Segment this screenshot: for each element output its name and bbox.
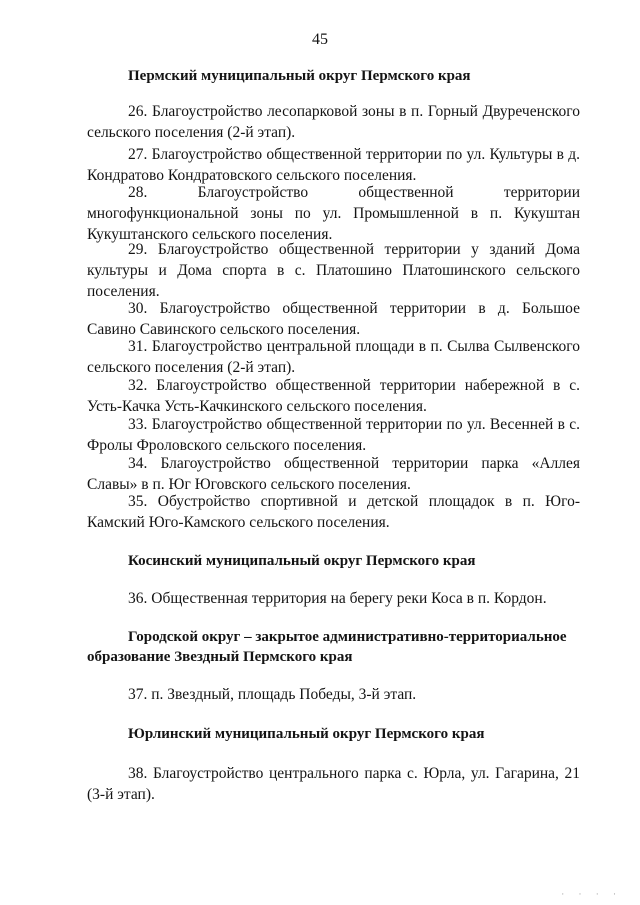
list-item: 35. Обустройство спортивной и детской площадок в п. Юго-Камский Юго-Камского сельского поселения. [87, 493, 580, 531]
list-item: 26. Благоустройство лесопарковой зоны в п. Горный Двуреченского сельского поселения (2-й этап). [87, 103, 580, 141]
page-number: 45 [312, 31, 328, 48]
list-item: 36. Общественная территория на берегу реки Коса в п. Кордон. [128, 590, 547, 607]
list-item: 33. Благоустройство общественной территории по ул. Весенней в с. Фролы Фроловского сельского поселения. [87, 416, 580, 454]
list-item: 28. Благоустройство общественной территории многофункциональной зоны по ул. Промышленной в п. Кукуштан Кукуштанского сельского поселения. [87, 184, 580, 243]
list-item: 30. Благоустройство общественной территории в д. Большое Савино Савинского сельского поселения. [87, 300, 580, 338]
list-item: 32. Благоустройство общественной территории набережной в с. Усть-Качка Усть-Качкинского сельского поселения. [87, 377, 580, 415]
list-item: 27. Благоустройство общественной территории по ул. Культуры в д. Кондратово Кондратовского сельского поселения. [87, 146, 580, 184]
list-item: 37. п. Звездный, площадь Победы, 3-й этап. [128, 686, 417, 703]
section-heading: Пермский муниципальный округ Пермского края [128, 68, 471, 84]
section-heading: Городской округ – закрытое административно-территориальное образование Звездный Пермского края [87, 629, 567, 665]
scan-artifact: · · · · [561, 889, 622, 899]
section-heading: Юрлинский муниципальный округ Пермского края [128, 726, 485, 742]
list-item: 38. Благоустройство центрального парка с. Юрла, ул. Гагарина, 21 (3-й этап). [87, 765, 580, 803]
list-item: 34. Благоустройство общественной территории парка «Аллея Славы» в п. Юг Юговского сельского поселения. [87, 455, 580, 493]
list-item: 31. Благоустройство центральной площади в п. Сылва Сылвенского сельского поселения (2-й этап). [87, 338, 580, 376]
section-heading: Косинский муниципальный округ Пермского края [128, 553, 476, 569]
list-item: 29. Благоустройство общественной территории у зданий Дома культуры и Дома спорта в с. Платошино Платошинского сельского поселения. [87, 241, 580, 300]
